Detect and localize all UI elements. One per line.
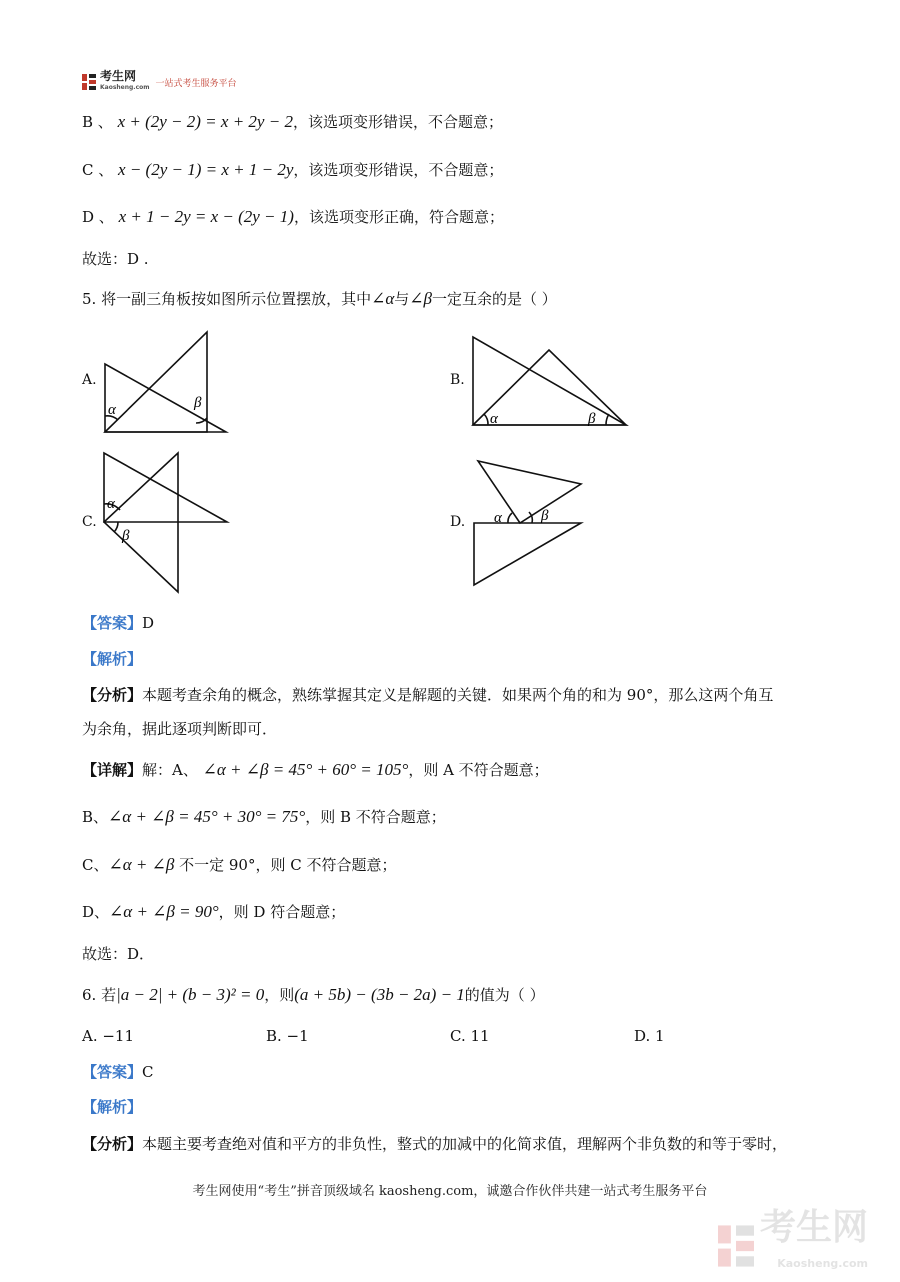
q5-fenxi-line2: 为余角，据此逐项判断即可． — [82, 720, 278, 738]
fig-a-alpha: α — [108, 402, 116, 418]
figure-d — [474, 461, 581, 585]
q6-analysis-tag: 【解析】 — [82, 1098, 143, 1116]
q5-stem: 5. 将一副三角板按如图所示位置摆放，其中∠α与∠β一定互余的是（ ） — [82, 289, 557, 308]
q5-conclusion: 故选：D． — [82, 945, 155, 963]
q5-detail-b: B、∠α + ∠β = 45° + 30° = 75°，则 B 不符合题意； — [82, 807, 446, 826]
q6-answer: 【答案】C — [82, 1063, 154, 1081]
watermark-name: 考生网 Kaosheng.com — [760, 1210, 868, 1282]
logo-name: 考生网 Kaosheng.com — [100, 69, 150, 91]
fig-d-alpha: α — [494, 510, 502, 526]
q6-fenxi-line1: 【分析】本题主要考查绝对值和平方的非负性，整式的加减中的化简求值，理解两个非负数的和等于零时， — [82, 1135, 788, 1153]
figure-c — [104, 453, 227, 592]
q5-detail-d: D、∠α + ∠β = 90°，则 D 符合题意； — [82, 902, 346, 921]
fig-d-beta: β — [541, 508, 549, 524]
q6-stem: 6. 若|a − 2| + (b − 3)² = 0，则(a + 5b) − (3b − 2a) − 1的值为（ ） — [82, 985, 545, 1004]
fig-a-beta: β — [194, 395, 202, 411]
fig-b-beta: β — [588, 411, 596, 427]
logo-slogan: 一站式考生服务平台 — [155, 78, 237, 89]
watermark — [718, 1207, 869, 1282]
q5-analysis-tag: 【解析】 — [82, 650, 143, 668]
fig-label-c: C. — [82, 514, 97, 530]
logo-sub: Kaosheng.com — [100, 84, 150, 91]
fig-label-a: A. — [82, 372, 97, 388]
fig-label-b: B. — [450, 372, 465, 388]
figure-a — [105, 332, 226, 432]
prev-option-d: D 、 x + 1 − 2y = x − (2y − 1)，该选项变形正确，符合题意； — [82, 207, 504, 226]
fig-c-alpha: α — [107, 496, 115, 512]
q5-detail-c: C、∠α + ∠β 不一定 90°，则 C 不符合题意； — [82, 855, 397, 874]
prev-conclusion: 故选：D . — [82, 250, 149, 268]
q5-fenxi-line1: 【分析】本题考查余角的概念，熟练掌握其定义是解题的关键．如果两个角的和为 90°，那么这两个角互 — [82, 686, 774, 704]
fig-b-alpha: α — [490, 411, 498, 427]
q6-choice-d: D. 1 — [634, 1027, 665, 1045]
q5-detail-a: 【详解】解：A、 ∠α + ∠β = 45° + 60° = 105°，则 A 不符合题意； — [82, 760, 549, 779]
fig-label-d: D. — [450, 514, 466, 530]
prev-option-c: C 、 x − (2y − 1) = x + 1 − 2y，该选项变形错误，不合题意； — [82, 160, 504, 179]
q5-answer: 【答案】D — [82, 614, 155, 632]
page-footer: 考生网使用“考生”拼音顶级域名 kaosheng.com，诚邀合作伙伴共建一站式考生服务平台 — [192, 1184, 708, 1199]
prev-option-b: B 、 x + (2y − 2) = x + 2y − 2，该选项变形错误，不合题意； — [82, 112, 503, 131]
q6-choice-c: C. 11 — [450, 1027, 490, 1045]
fig-c-beta: β — [122, 528, 130, 544]
watermark-sub: Kaosheng.com — [777, 1257, 869, 1270]
q6-choices — [0, 1027, 900, 1049]
q6-choice-a: A. −11 — [82, 1027, 135, 1045]
q6-choice-b: B. −1 — [266, 1027, 309, 1045]
q5-figures — [0, 0, 900, 620]
kaosheng-logo-icon — [718, 1224, 754, 1268]
